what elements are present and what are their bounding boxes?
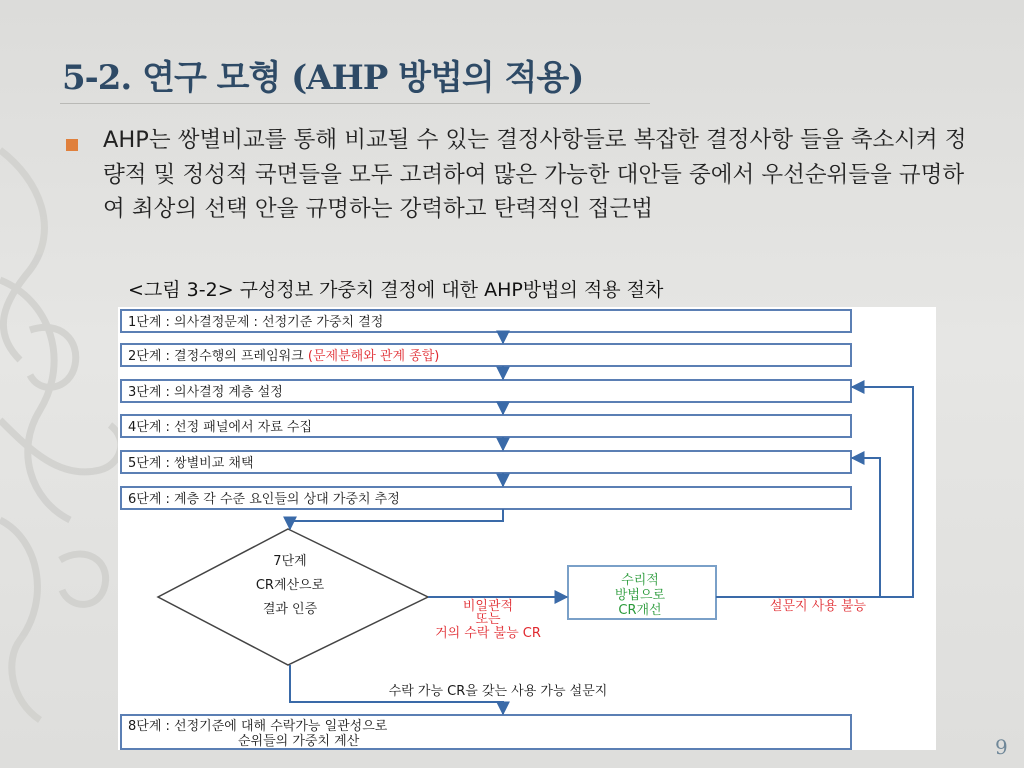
step5-text: 5단계 : 쌍별비교 채택 (128, 456, 254, 471)
inconsistent-line-1: 비일관적 (462, 599, 514, 614)
diamond-line-2: CR계산으로 (255, 578, 325, 593)
repair-line-2: 방법으로 (614, 588, 666, 603)
diamond-line-3: 결과 인증 (262, 602, 318, 617)
arrow-6-7 (290, 509, 503, 529)
repair-line-3: CR개선 (618, 603, 662, 618)
inconsistent-line-2: 또는 (475, 612, 501, 627)
step2-note: (문제분해와 관계 종합) (307, 349, 440, 364)
svg-text:2단계 : 결정수행의 프레임워크 (문제분해와 관계 종합 (128, 348, 439, 364)
loop-to-step5 (852, 458, 880, 597)
step4-text: 4단계 : 선정 패널에서 자료 수집 (128, 420, 313, 435)
step2-text: 2단계 : 결정수행의 프레임워크 (128, 349, 304, 364)
step6-text: 6단계 : 계층 각 수준 요인들의 상대 가중치 추정 (128, 492, 400, 507)
repair-line-1: 수리적 (621, 573, 659, 588)
step3-text: 3단계 : 의사결정 계층 설정 (128, 385, 283, 400)
diamond-line-1: 7단계 (273, 554, 307, 569)
survey-unusable-label: 설문지 사용 불능 (769, 599, 867, 614)
step8-line-1: 8단계 : 선정기준에 대해 수락가능 일관성으로 (128, 719, 388, 734)
figure-caption: <그림 3-2> 구성정보 가중치 결정에 대한 AHP방법의 적용 절차 (128, 279, 664, 301)
acceptable-label: 수락 가능 CR을 갖는 사용 가능 설문지 (388, 684, 608, 699)
page-number: 9 (995, 735, 1008, 759)
ahp-flowchart (118, 307, 936, 750)
step1-text: 1단계 : 의사결정문제 : 선정기준 가중치 결정 (128, 315, 384, 330)
title-divider (60, 103, 650, 104)
bullet-text: AHP는 쌍별비교를 통해 비교될 수 있는 결정사항들로 복잡한 결정사항 들을 축소시켜 정량적 및 정성적 국면들을 모두 고려하여 많은 가능한 대안들 중에서 우선순위들을 규명하여 최상의 선택 안을 규명하는 강력하고 탄력적인 접근법 (103, 127, 967, 222)
step8-line-2: 순위들의 가중치 계산 (238, 734, 360, 749)
inconsistent-line-3: 거의 수락 불능 CR (435, 626, 541, 641)
step7-diamond (158, 529, 428, 665)
slide-title: 5-2. 연구 모형 (AHP 방법의 적용) (62, 58, 584, 98)
bullet-marker (66, 139, 78, 151)
